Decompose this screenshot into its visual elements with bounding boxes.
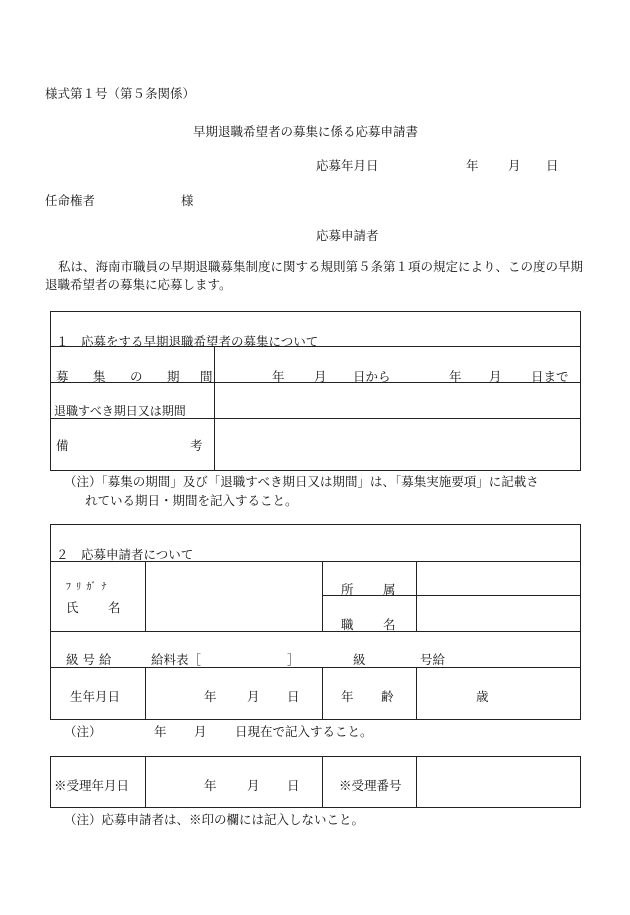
- receipt-month-unit: 月: [247, 778, 260, 793]
- birth-month-unit: 月: [247, 689, 260, 704]
- application-date-label: 応募年月日: [316, 158, 379, 173]
- section2-note-month: 月: [194, 724, 207, 739]
- receipt-note: （注）応募申請者は、※印の欄には記入しないこと。: [64, 812, 365, 827]
- period-end-month: 月: [489, 369, 502, 384]
- salary-table-label: 給料表［: [151, 652, 202, 667]
- period-end-year: 年: [449, 369, 462, 384]
- section2-note-prefix: （注）: [64, 724, 102, 739]
- receipt-number-label: ※受理番号: [339, 778, 402, 793]
- furigana-label: ﾌ ﾘ ｶﾞ ﾅ: [66, 582, 108, 593]
- page-title: 早期退職希望者の募集に係る応募申請書: [193, 124, 419, 139]
- retirement-date-label: 退職すべき期日又は期間: [54, 404, 186, 418]
- receipt-date-label: ※受理年月日: [54, 778, 130, 793]
- grade-step-label: 級 号 給: [66, 652, 112, 667]
- form-number: 様式第１号（第５条関係）: [45, 86, 196, 101]
- appointer-honorific: 様: [181, 193, 194, 208]
- section1-note-line2: れている期日・期間を記入すること。: [85, 493, 298, 508]
- period-start-month: 月: [314, 369, 327, 384]
- period-start-day: 日から: [353, 369, 391, 384]
- step-unit: 号給: [420, 652, 446, 667]
- declaration-text: 私は、海南市職員の早期退職募集制度に関する規則第５条第１項の規定により、この度の早期退職希望者の募集に応募します。: [45, 259, 584, 292]
- period-end-day: 日まで: [531, 369, 569, 384]
- appointer-label: 任命権者: [45, 193, 96, 208]
- grade-unit: 級: [353, 652, 366, 667]
- section1-note-line1: （注）「募集の期間」及び「退職すべき期日又は期間」は、「募集実施要項」に記載さ: [64, 474, 539, 489]
- section2-heading: ２ 応募申請者について: [56, 547, 194, 562]
- application-date-year: 年: [466, 158, 479, 173]
- applicant-label: 応募申請者: [316, 228, 379, 243]
- period-start-year: 年: [272, 369, 285, 384]
- application-date-day: 日: [546, 158, 559, 173]
- application-date-month: 月: [508, 158, 521, 173]
- section1-heading: １ 応募をする早期退職希望者の募集について: [56, 334, 319, 349]
- receipt-day-unit: 日: [287, 778, 300, 793]
- section2-note-year: 年: [154, 724, 167, 739]
- birth-date-label: 生年月日: [70, 689, 121, 704]
- salary-table-bracket: ］: [287, 652, 300, 667]
- receipt-year-unit: 年: [204, 778, 217, 793]
- age-unit: 歳: [476, 689, 489, 704]
- section2-note-suffix: 日現在で記入すること。: [235, 724, 373, 739]
- birth-day-unit: 日: [287, 689, 300, 704]
- birth-year-unit: 年: [204, 689, 217, 704]
